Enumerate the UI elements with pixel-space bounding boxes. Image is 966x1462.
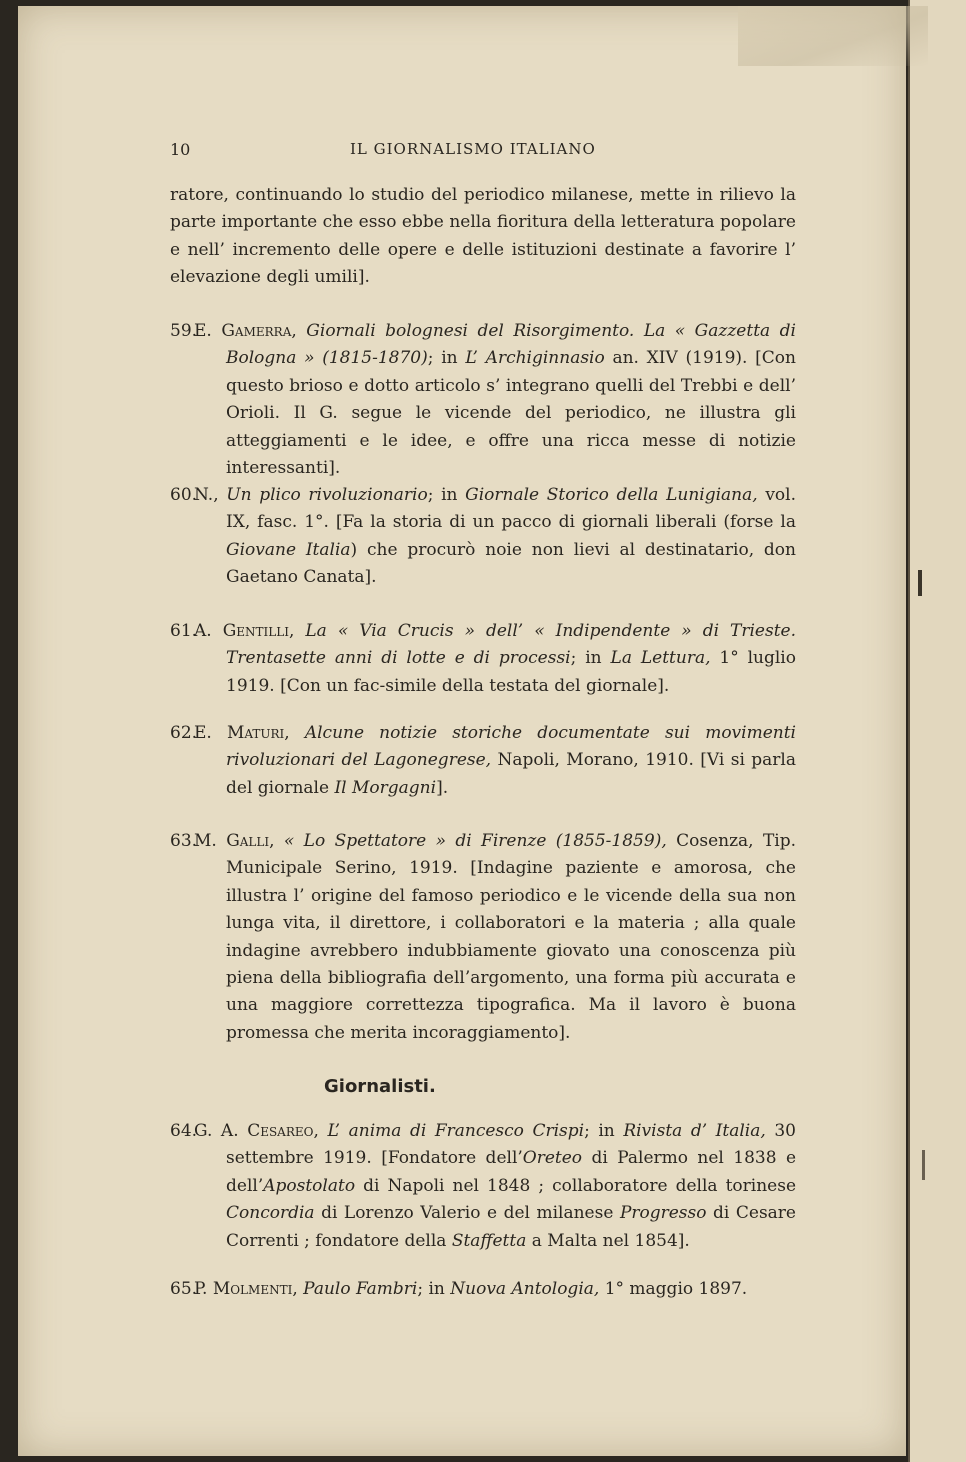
entry-text: E. Maturi, Alcune notizie storiche documentate sui movimenti rivoluzionari del Lagonegrese, Napoli, Morano, 1910. [Vi si parla del giornale Il Morgagni]. [194, 723, 797, 798]
entry-note: 1° maggio 1897. [604, 1279, 748, 1299]
entry-number: 65. [170, 1279, 198, 1299]
page-number: 10 [170, 140, 191, 159]
entry-number: 62. [170, 723, 198, 743]
publication-name: Concordia [226, 1203, 315, 1224]
publication-name: Staffetta [451, 1230, 527, 1251]
entry-note: vol. IX, fasc. 1°. [Fa la storia di un pacco di giornali liberali (forse la [226, 485, 797, 533]
work-title: Paulo Fambri [303, 1279, 418, 1299]
entry-text: M. Galli, « Lo Spettatore » di Firenze (1855-1859), Cosenza, Tip. Municipale Serino, 1919. [Indagine paziente e amorosa, che illustra l’ origine del famoso periodico e le vicende della sua non lunga vita, il direttore, i collaboratori e la materia ; alla quale indagine avrebbero indubbiamente giovato una conoscenza più piena della bibliografia dell’argomento, una forma più accurata e una maggiore correttezza tipografica. Ma il lavoro è buona promessa che merita incoraggiamento]. [194, 831, 797, 1043]
publication-name: Giovane Italia [226, 539, 351, 560]
author-initial: N., [194, 485, 219, 505]
source-title: Giornale Storico della Lunigiana, [465, 485, 758, 505]
entry-note: an. XIV (1919). [Con questo brioso e dotto articolo s’ integrano quelli del Trebbi e dell’ Orioli. Il G. segue le vicende del periodico, ne illustra gli atteggiamenti e le idee, e offre una ricca messe di notizie interessanti]. [226, 348, 796, 479]
publication-name: Oreteo [522, 1148, 583, 1169]
bibliography-entry [170, 720, 796, 802]
entry-note: di Lorenzo Valerio e del milanese [321, 1203, 614, 1224]
entry-note: di Palermo nel 1838 e dell’ [226, 1148, 797, 1196]
book-page [18, 6, 906, 1456]
bibliography-entry [170, 482, 796, 592]
adjacent-page-edge [908, 0, 966, 1462]
torn-corner [738, 6, 928, 66]
in-connector: ; in [570, 648, 602, 669]
entry-number: 61. [170, 621, 198, 641]
in-connector: ; in [427, 348, 458, 369]
work-title: L’ anima di Francesco Crispi [327, 1121, 585, 1141]
work-title: Alcune notizie storiche documentate sui movimenti rivoluzionari del Lagonegrese, [226, 723, 796, 771]
author-name: Galli [226, 831, 270, 851]
entry-number: 64. [170, 1121, 198, 1141]
author-initial: E. [194, 723, 212, 743]
source-title: La Lettura, [610, 648, 711, 669]
entry-text: E. Gamerra, Giornali bolognesi del Risorgimento. La « Gazzetta di Bologna » (1815-1870); in L’ Archiginnasio an. XIV (1919). [Con questo brioso e dotto articolo s’ integrano quelli del Trebbi e dell’ Orioli. Il G. segue le vicende del periodico, ne illustra gli atteggiamenti e le idee, e offre una ricca messe di notizie interessanti]. [194, 321, 796, 479]
entry-note: Napoli, Morano, 1910. [Vi si parla del giornale [226, 750, 797, 798]
author-name: Maturi [226, 723, 285, 743]
author-initial: A. [194, 621, 212, 641]
work-title: La « Via Crucis » dell’ « Indipendente » di Trieste. Trentasette anni di lotte e di processi [226, 621, 797, 669]
author-initial: M. [194, 831, 217, 851]
author-name: Molmenti [212, 1279, 293, 1299]
source-title: Rivista d’ Italia, [623, 1121, 766, 1141]
author-initial: P. [194, 1279, 208, 1299]
ink-mark [922, 1150, 925, 1180]
entry-text [194, 482, 797, 592]
in-connector: ; in [427, 485, 458, 505]
in-connector: ; in [584, 1121, 615, 1141]
publication-name: Apostolato [263, 1175, 356, 1196]
entry-number: 60. [170, 485, 198, 505]
bibliography-entry [170, 828, 796, 1047]
entry-text: G. A. Cesareo, L’ anima di Francesco Crispi; in Rivista d’ Italia, 30 settembre 1919. [Fondatore dell’Oreteo di Palermo nel 1838 e dell’Apostolato di Napoli nel 1848 ; collaboratore della torinese Concordia di Lorenzo Valerio e del milanese Progresso di Cesare Correnti ; fondatore della Staffetta a Malta nel 1854]. [194, 1121, 797, 1251]
author-name: Gamerra [221, 321, 292, 341]
author-name: Gentilli [222, 621, 289, 641]
source-title: Nuova Antologia, [450, 1279, 600, 1299]
bibliography-entry [170, 1276, 796, 1303]
entry-number: 59. [170, 321, 198, 341]
work-title: Un plico rivoluzionario [226, 485, 428, 505]
publication-name: Il Morgagni [334, 777, 437, 798]
work-title: Giornali bolognesi del Risorgimento. La « Gazzetta di Bologna » (1815-1870) [226, 321, 796, 369]
bibliography-entry [170, 1118, 796, 1255]
bibliography-entry [170, 318, 796, 482]
entry-text: A. Gentilli, La « Via Crucis » dell’ « Indipendente » di Trieste. Trentasette anni di lotte e di processi; in La Lettura, 1° luglio 1919. [Con un fac-simile della testata del giornale]. [194, 621, 797, 696]
entry-note: a Malta nel 1854]. [531, 1230, 690, 1251]
entry-note: di Napoli nel 1848 ; collaboratore della torinese [363, 1175, 797, 1196]
entry-note: 1° luglio 1919. [Con un fac-simile della testata del giornale]. [226, 648, 796, 696]
continuation-paragraph: ratore, continuando lo studio del periodico milanese, mette in rilievo la parte importante che esso ebbe nella fioritura della letteratura popolare e nell’ incremento delle opere e delle istituzioni destinate a favorire l’ elevazione degli umili]. [170, 185, 796, 288]
entry-note: 30 settembre 1919. [Fondatore dell’ [226, 1121, 796, 1169]
author-initial: E. [194, 321, 212, 341]
source-title: L’ Archiginnasio [465, 348, 605, 369]
publication-name: Progresso [619, 1203, 707, 1224]
section-heading: Giornalisti. [324, 1076, 436, 1097]
entry-note: ]. [436, 777, 449, 798]
entry-note: di Cesare Correnti ; fondatore della [226, 1203, 796, 1251]
ink-mark [918, 570, 922, 596]
in-connector: ; in [417, 1279, 445, 1299]
running-title: IL GIORNALISMO ITALIANO [350, 140, 596, 158]
entry-number: 63. [170, 831, 198, 851]
author-name: Cesareo [247, 1121, 314, 1141]
entry-note: Cosenza, Tip. Municipale Serino, 1919. [Indagine paziente e amorosa, che illustra l’ origine del famoso periodico e le vicende della sua non lunga vita, il direttore, i collaboratori e la materia ; alla quale indagine avrebbero indubbiamente giovato una conoscenza più piena della bibliografia dell’argomento, una forma più accurata e una maggiore correttezza tipografica. Ma il lavoro è buona promessa che merita incoraggiamento]. [226, 831, 797, 1043]
bibliography-entry [170, 618, 796, 700]
entry-note: ) che procurò noie non lievi al destinatario, don Gaetano Canata]. [226, 539, 796, 588]
entry-text: P. Molmenti, Paulo Fambri; in Nuova Antologia, 1° maggio 1897. [194, 1279, 748, 1299]
author-initial: G. A. [194, 1121, 239, 1141]
page-header [18, 140, 906, 164]
work-title: « Lo Spettatore » di Firenze (1855-1859), [283, 831, 667, 851]
